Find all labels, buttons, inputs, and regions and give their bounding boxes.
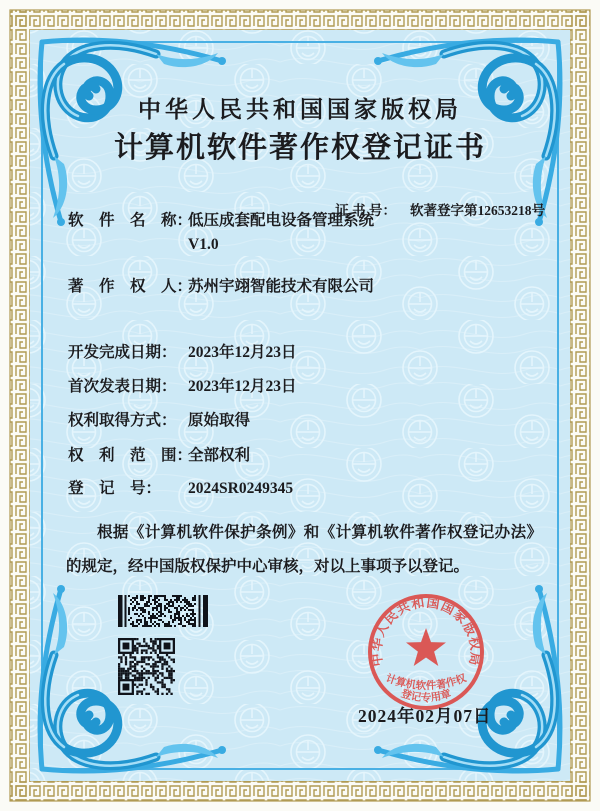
field-value-first-publish-date: 2023年12月23日 [188,378,297,395]
qr-code-icon [118,638,175,695]
field-label-registration-number: 登 记 号： [68,480,162,497]
field-label-dev-complete-date: 开发完成日期： [68,344,177,361]
barcode-2d-icon [118,595,208,627]
field-value-copyright-owner: 苏州宇翊智能技术有限公司 [188,278,375,295]
field-value-software-version: V1.0 [188,236,219,253]
field-value-rights-scope: 全部权利 [188,447,251,464]
field-value-dev-complete-date: 2023年12月23日 [188,344,297,361]
field-label-copyright-owner: 著 作 权 人： [68,278,193,295]
seal-line2: 登记专用章 [399,688,453,704]
svg-text:计算机软件著作权 [384,671,468,692]
seal-line1: 计算机软件著作权 [384,673,468,693]
field-label-acquire-method: 权利取得方式： [68,412,177,429]
seal-ring-text: 中华人民共和国国家版权局 [368,594,484,668]
field-label-software-name: 软 件 名 称： [68,212,193,229]
field-value-software-name: 低压成套配电设备管理系统 [188,212,375,229]
field-value-acquire-method: 原始取得 [188,412,251,429]
issue-date: 2024年02月07日 [358,706,492,726]
official-seal [356,582,496,722]
certificate-number-value: 软著登字第12653218号 [410,202,545,218]
certificate-number-label: 证 书 号： [335,202,396,218]
certificate-title: 计算机软件著作权登记证书 [113,132,486,164]
field-label-rights-scope: 权 利 范 围： [68,447,193,464]
registration-statement: 根据《计算机软件保护条例》和《计算机软件著作权登记办法》的规定，经中国版权保护中心审核，对以上事项予以登记。 [66,524,542,575]
field-value-registration-number: 2024SR0249345 [188,480,294,497]
field-label-first-publish-date: 首次发表日期： [68,378,177,395]
issuer-title: 中华人民共和国国家版权局 [138,97,462,122]
red-star-icon [406,628,446,666]
